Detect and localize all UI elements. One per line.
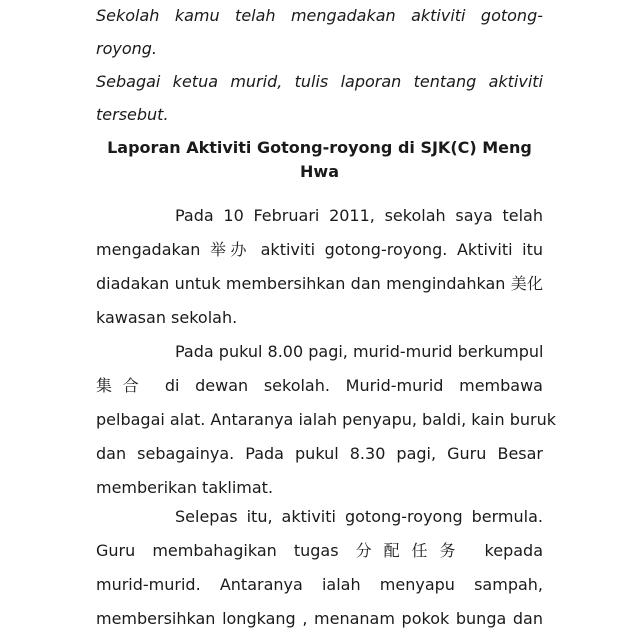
prompt-line: tersebut. <box>96 105 169 124</box>
paragraph-line: Pada pukul 8.00 pagi, murid-murid berkumpul <box>175 342 544 361</box>
prompt-line: Sebagai ketua murid, tulis laporan tentang aktiviti <box>96 72 543 91</box>
paragraph-line: dan sebagainya. Pada pukul 8.30 pagi, Guru Besar <box>96 444 543 463</box>
paragraph-2 <box>96 335 556 505</box>
paragraph-line: diadakan untuk membersihkan dan mengindahkan 美化 <box>96 274 543 293</box>
paragraph-line: Pada 10 Februari 2011, sekolah saya telah <box>175 206 543 225</box>
paragraph-1 <box>96 199 543 335</box>
paragraph-line: pelbagai alat. Antaranya ialah penyapu, baldi, kain buruk <box>96 410 556 429</box>
paragraph-line: Selepas itu, aktiviti gotong-royong bermula. <box>175 507 543 526</box>
paragraph-line: kawasan sekolah. <box>96 308 238 327</box>
paragraph-line: memberikan taklimat. <box>96 478 274 497</box>
paragraph-line: 集合 di dewan sekolah. Murid-murid membawa <box>96 376 543 395</box>
paragraph-line: murid-murid. Antaranya ialah menyapu sampah, <box>96 575 543 594</box>
paragraph-line: mengadakan 举办 aktiviti gotong-royong. Aktiviti itu <box>96 240 543 259</box>
report-title: Laporan Aktiviti Gotong-royong di SJK(C) Meng Hwa <box>107 138 532 181</box>
paragraph-line: membersihkan longkang , menanam pokok bunga dan <box>96 609 543 628</box>
paragraph-line: Guru membahagikan tugas 分配任务 kepada <box>96 541 543 560</box>
prompt-line: Sekolah kamu telah mengadakan aktiviti gotong-royong. <box>96 6 543 58</box>
essay-prompt <box>96 0 543 131</box>
paragraph-3 <box>96 500 543 636</box>
